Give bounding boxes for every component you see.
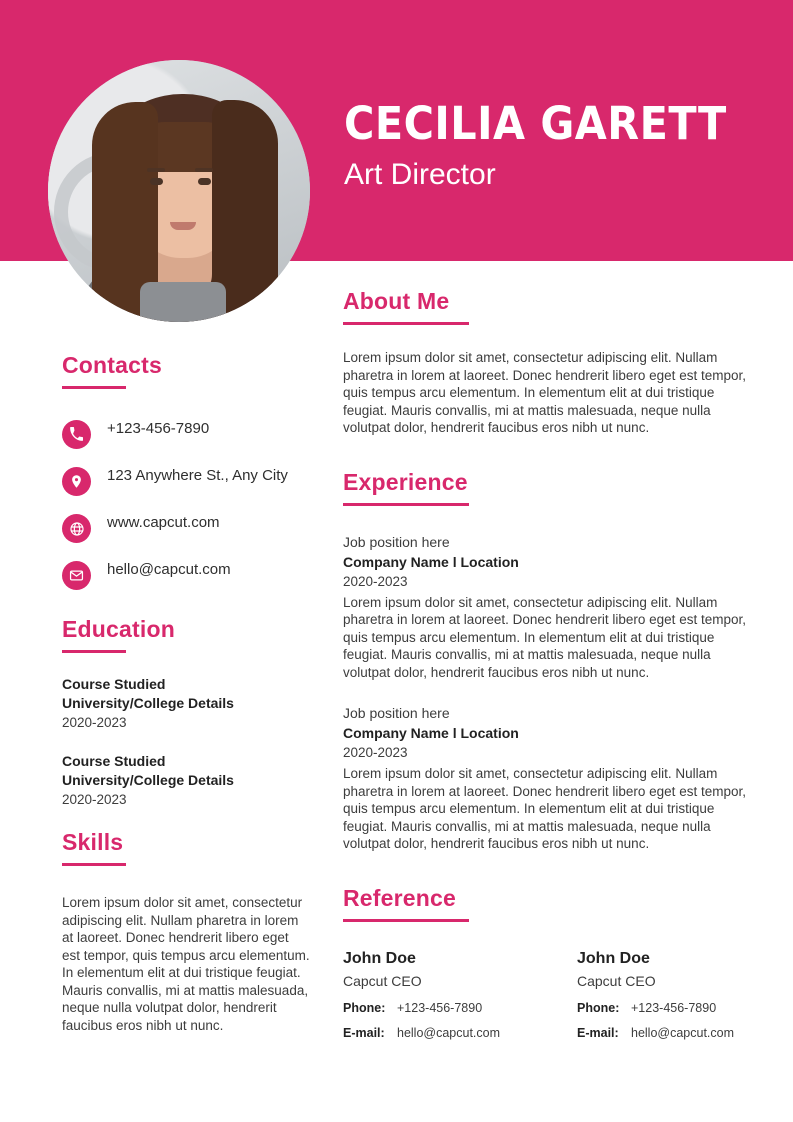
contact-phone: +123-456-7890 [107, 420, 210, 437]
reference-title: Capcut CEO [577, 972, 656, 989]
reference-title: Capcut CEO [343, 972, 422, 989]
contacts-section [62, 352, 310, 590]
experience-position: Job position here [343, 533, 450, 550]
envelope-icon [62, 561, 91, 590]
avatar-brow-left [147, 168, 165, 172]
skills-heading-rule [62, 863, 126, 866]
skills-body: Lorem ipsum dolor sit amet, consectetur adipiscing elit. Nullam pharetra in lorem at laoreet. Donec hendrerit libero eget est tempor, quis tempus arcu elementum. In elementum elit at dui tristique feugiat. Mauris convallis, mi at mattis malesuada, neque nulla volutpat dolor, hendrerit faucibus eros nibh ut nunc. [62, 895, 310, 1033]
list-item [62, 675, 310, 732]
reference-email-row [343, 1025, 511, 1042]
page-title: CECILIA GARETT [344, 97, 727, 150]
reference-phone-value: +123-456-7890 [631, 1000, 717, 1015]
list-item[interactable] [62, 513, 310, 543]
reference-heading: Reference [343, 884, 457, 911]
avatar-mouth [170, 222, 196, 230]
contacts-list [62, 419, 310, 590]
experience-description: Lorem ipsum dolor sit amet, consectetur adipiscing elit. Nullam pharetra in lorem at laoreet. Donec hendrerit libero eget est tempor, quis tempus arcu elementum. In elementum elit at dui tristique feugiat. Mauris convallis, mi at mattis malesuada, neque nulla volutpat dolor, hendrerit faucibus eros nibh ut nunc. [343, 594, 746, 680]
avatar-brow-right [195, 168, 213, 172]
list-item [343, 532, 747, 682]
job-title: Art Director [344, 158, 496, 191]
contacts-heading-rule [62, 386, 126, 389]
skills-heading: Skills [62, 829, 124, 855]
contacts-heading: Contacts [62, 352, 163, 378]
globe-icon [62, 514, 91, 543]
contact-address: 123 Anywhere St., Any City [107, 467, 288, 484]
list-item [577, 948, 745, 1042]
reference-email-value: hello@capcut.com [397, 1025, 501, 1040]
list-item[interactable] [62, 466, 310, 496]
list-item [343, 703, 747, 853]
avatar-eye-left [150, 178, 163, 185]
education-heading: Education [62, 616, 175, 642]
about-section [343, 288, 747, 437]
education-years: 2020-2023 [62, 715, 127, 730]
reference-email-label: E-mail: [343, 1025, 385, 1040]
list-item[interactable] [62, 560, 310, 590]
experience-company: Company Name l Location [343, 553, 519, 570]
contact-website: www.capcut.com [107, 514, 220, 531]
reference-phone-row [577, 1000, 745, 1017]
list-item[interactable] [62, 419, 310, 449]
experience-years: 2020-2023 [343, 745, 408, 760]
experience-heading: Experience [343, 468, 468, 495]
education-section [62, 616, 310, 809]
experience-heading-rule [343, 503, 469, 506]
education-school: University/College Details [62, 695, 234, 711]
skills-section [62, 829, 310, 1034]
contact-email: hello@capcut.com [107, 561, 231, 578]
about-heading: About Me [343, 288, 450, 314]
phone-icon [62, 420, 91, 449]
experience-list [343, 532, 747, 853]
education-course: Course Studied [62, 676, 166, 692]
about-body: Lorem ipsum dolor sit amet, consectetur adipiscing elit. Nullam pharetra in lorem at laoreet. Donec hendrerit libero eget est tempor, quis tempus arcu elementum. In elementum elit at dui tristique feugiat. Mauris convallis, mi at mattis malesuada, neque nulla volutpat dolor, hendrerit faucibus eros nibh ut nunc. [343, 350, 746, 435]
reference-email-value: hello@capcut.com [631, 1025, 735, 1040]
experience-description: Lorem ipsum dolor sit amet, consectetur adipiscing elit. Nullam pharetra in lorem at laoreet. Donec hendrerit libero eget est tempor, quis tempus arcu elementum. In elementum elit at dui tristique feugiat. Mauris convallis, mi at mattis malesuada, neque nulla volutpat dolor, hendrerit faucibus eros nibh ut nunc. [343, 766, 746, 851]
list-item [62, 752, 310, 809]
experience-section [343, 469, 747, 853]
reference-phone-label: Phone: [343, 1000, 386, 1015]
experience-years: 2020-2023 [343, 573, 408, 589]
reference-phone-row [343, 1000, 511, 1017]
experience-company: Company Name l Location [343, 725, 519, 741]
reference-name: John Doe [577, 949, 650, 967]
reference-email-row [577, 1025, 745, 1042]
reference-section [343, 885, 747, 1042]
location-pin-icon [62, 467, 91, 496]
reference-list [343, 948, 747, 1042]
education-years: 2020-2023 [62, 792, 127, 807]
reference-heading-rule [343, 919, 469, 922]
experience-position: Job position here [343, 705, 450, 721]
about-heading-rule [343, 322, 469, 325]
list-item [343, 948, 511, 1042]
reference-email-label: E-mail: [577, 1025, 619, 1040]
left-column [62, 352, 310, 1034]
avatar-eye-right [198, 178, 211, 185]
avatar-collar [140, 282, 226, 322]
right-column [343, 288, 747, 1074]
education-course: Course Studied [62, 753, 166, 769]
avatar [48, 60, 310, 322]
header-text-block [344, 98, 764, 194]
reference-phone-value: +123-456-7890 [397, 1000, 483, 1015]
reference-name: John Doe [343, 949, 416, 967]
education-school: University/College Details [62, 772, 234, 788]
education-heading-rule [62, 650, 126, 653]
reference-phone-label: Phone: [577, 1000, 620, 1015]
